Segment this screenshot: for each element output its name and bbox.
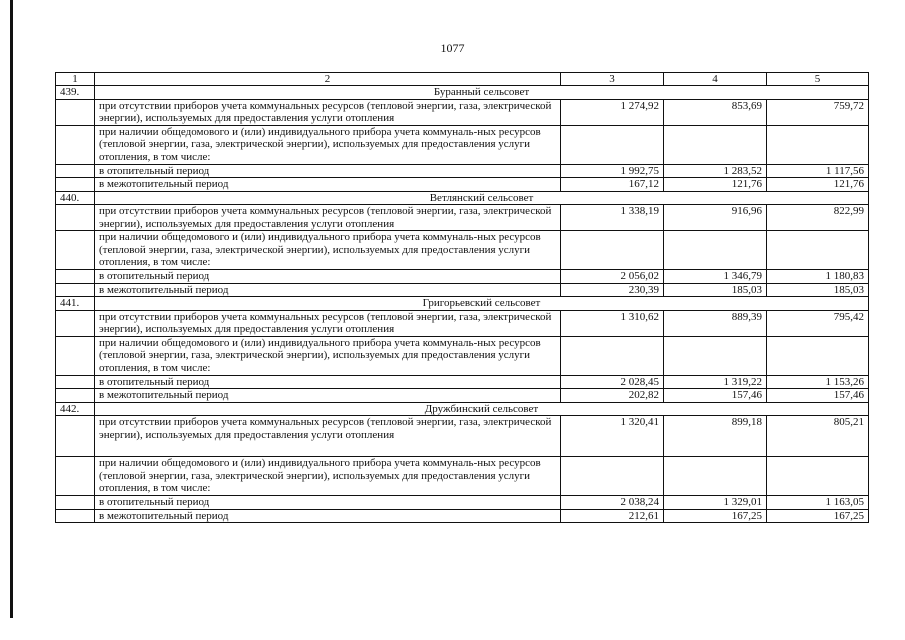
value-cell: 1 338,19: [561, 205, 664, 231]
row-label: в межотопительный период: [95, 389, 561, 403]
column-header: 4: [664, 73, 767, 86]
value-cell: 1 310,62: [561, 310, 664, 336]
value-cell: 1 346,79: [664, 270, 767, 284]
section-index: 441.: [56, 297, 95, 311]
value-cell: 916,96: [664, 205, 767, 231]
table-row: [56, 457, 869, 496]
value-cell: 1 283,52: [664, 164, 767, 178]
row-label: при отсутствии приборов учета коммунальных ресурсов (тепловой энергии, газа, электрической энергии), используемых для предоставления услуги отопления: [95, 99, 561, 125]
value-cell: 167,12: [561, 178, 664, 192]
value-cell: 795,42: [767, 310, 869, 336]
page-number: 1077: [440, 41, 465, 55]
column-header: 1: [56, 73, 95, 86]
page-edge-bar: [10, 0, 13, 618]
table-row: [56, 389, 869, 403]
value-cell: 889,39: [664, 310, 767, 336]
table-row: [56, 99, 869, 125]
table-row: [56, 509, 869, 523]
column-header: 3: [561, 73, 664, 86]
value-cell: 1 180,83: [767, 270, 869, 284]
section-title: Григорьевский сельсовет: [95, 297, 869, 311]
section-row: [56, 191, 869, 205]
section-row: [56, 297, 869, 311]
value-cell: 822,99: [767, 205, 869, 231]
table-row: [56, 310, 869, 336]
section-row: [56, 86, 869, 100]
row-label: в отопительный период: [95, 164, 561, 178]
value-cell: 157,46: [767, 389, 869, 403]
value-cell: 212,61: [561, 509, 664, 523]
row-label: при наличии общедомового и (или) индивидуального прибора учета коммуналь-ных ресурсов (тепловой энергии, газа, электрической энергии), используемых для предоставления услуги отопления, в том числе:: [95, 336, 561, 375]
row-label: при отсутствии приборов учета коммунальных ресурсов (тепловой энергии, газа, электрической энергии), используемых для предоставления услуги отопления: [95, 416, 561, 457]
row-label: при отсутствии приборов учета коммунальных ресурсов (тепловой энергии, газа, электрической энергии), используемых для предоставления услуги отопления: [95, 205, 561, 231]
value-cell: 853,69: [664, 99, 767, 125]
tariff-table: [55, 72, 869, 523]
value-cell: 1 992,75: [561, 164, 664, 178]
value-cell: 2 056,02: [561, 270, 664, 284]
row-label: при наличии общедомового и (или) индивидуального прибора учета коммуналь-ных ресурсов (тепловой энергии, газа, электрической энергии), используемых для предоставления услуги отопления, в том числе:: [95, 457, 561, 496]
table-row: [56, 283, 869, 297]
table-header-row: [56, 73, 869, 86]
row-label: в межотопительный период: [95, 178, 561, 192]
value-cell: 2 028,45: [561, 375, 664, 389]
value-cell: 202,82: [561, 389, 664, 403]
value-cell: 759,72: [767, 99, 869, 125]
value-cell: 1 320,41: [561, 416, 664, 457]
table-row: [56, 336, 869, 375]
value-cell: 1 329,01: [664, 496, 767, 510]
row-label: в межотопительный период: [95, 509, 561, 523]
section-title: Буранный сельсовет: [95, 86, 869, 100]
value-cell: 230,39: [561, 283, 664, 297]
value-cell: 185,03: [767, 283, 869, 297]
column-header: 2: [95, 73, 561, 86]
table-row: [56, 496, 869, 510]
value-cell: 167,25: [664, 509, 767, 523]
row-label: в межотопительный период: [95, 283, 561, 297]
row-label: при отсутствии приборов учета коммунальных ресурсов (тепловой энергии, газа, электрической энергии), используемых для предоставления услуги отопления: [95, 310, 561, 336]
section-title: Ветлянский сельсовет: [95, 191, 869, 205]
value-cell: 185,03: [664, 283, 767, 297]
column-header: 5: [767, 73, 869, 86]
value-cell: 1 153,26: [767, 375, 869, 389]
value-cell: 2 038,24: [561, 496, 664, 510]
value-cell: 1 274,92: [561, 99, 664, 125]
row-label: в отопительный период: [95, 375, 561, 389]
section-title: Дружбинский сельсовет: [95, 402, 869, 416]
value-cell: 1 319,22: [664, 375, 767, 389]
section-index: 442.: [56, 402, 95, 416]
value-cell: 805,21: [767, 416, 869, 457]
table-row: [56, 231, 869, 270]
value-cell: 167,25: [767, 509, 869, 523]
table-row: [56, 375, 869, 389]
row-label: при наличии общедомового и (или) индивидуального прибора учета коммуналь-ных ресурсов (тепловой энергии, газа, электрической энергии), используемых для предоставления услуги отопления, в том числе:: [95, 231, 561, 270]
table-row: [56, 416, 869, 457]
value-cell: 899,18: [664, 416, 767, 457]
value-cell: 157,46: [664, 389, 767, 403]
table-row: [56, 164, 869, 178]
table-row: [56, 178, 869, 192]
section-row: [56, 402, 869, 416]
value-cell: 121,76: [664, 178, 767, 192]
row-label: при наличии общедомового и (или) индивидуального прибора учета коммуналь-ных ресурсов (тепловой энергии, газа, электрической энергии), используемых для предоставления услуги отопления, в том числе:: [95, 125, 561, 164]
row-label: в отопительный период: [95, 496, 561, 510]
value-cell: 121,76: [767, 178, 869, 192]
section-index: 439.: [56, 86, 95, 100]
section-index: 440.: [56, 191, 95, 205]
value-cell: 1 117,56: [767, 164, 869, 178]
value-cell: 1 163,05: [767, 496, 869, 510]
table-row: [56, 270, 869, 284]
table-row: [56, 205, 869, 231]
table-row: [56, 125, 869, 164]
row-label: в отопительный период: [95, 270, 561, 284]
